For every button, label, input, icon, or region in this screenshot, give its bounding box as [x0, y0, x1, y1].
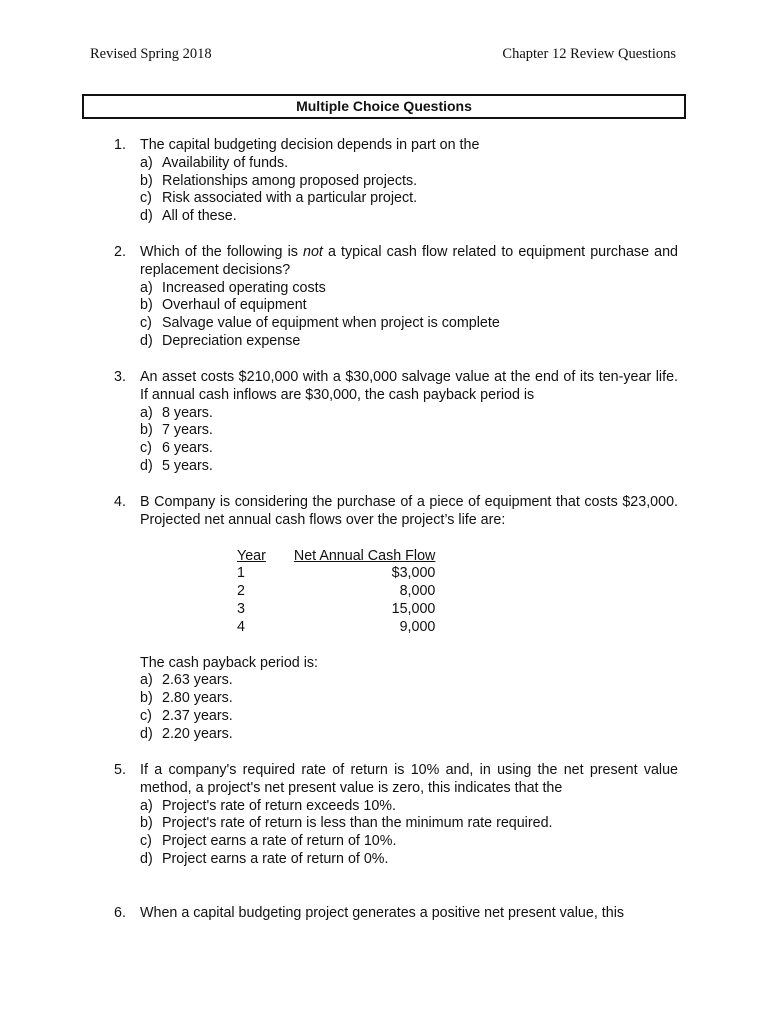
option-letter: d): [140, 850, 153, 867]
option-a[interactable]: [140, 798, 678, 816]
option-letter: b): [140, 815, 153, 832]
question-2: [114, 244, 678, 351]
option-text: Increased operating costs: [162, 279, 326, 296]
option-letter: b): [140, 297, 153, 314]
table-row: [237, 619, 435, 637]
option-letter: b): [140, 172, 153, 189]
option-letter: d): [140, 332, 153, 349]
question-stem: When a capital budgeting project generates a positive net present value, this: [140, 905, 625, 921]
option-text: Depreciation expense: [162, 332, 301, 349]
option-text: 2.37 years.: [162, 707, 233, 724]
question-lead: The cash payback period is:: [140, 654, 319, 671]
option-a[interactable]: [140, 280, 678, 298]
option-a[interactable]: [140, 155, 678, 173]
table-header-row: [237, 548, 435, 566]
option-a[interactable]: [140, 405, 678, 423]
option-letter: a): [140, 154, 153, 171]
question-3: [114, 369, 678, 476]
option-text: Project's rate of return is less than the minimum rate required.: [162, 815, 553, 832]
question-number: 5.: [114, 762, 126, 778]
option-letter: c): [140, 190, 152, 207]
option-text: 8 years.: [162, 404, 213, 421]
cash-flow-table: [237, 548, 435, 637]
option-d[interactable]: [140, 726, 678, 744]
option-letter: d): [140, 208, 153, 225]
question-number: 6.: [114, 905, 126, 921]
question-number: 4.: [114, 494, 126, 510]
question-stem: [140, 244, 678, 280]
option-text: 2.63 years.: [162, 672, 233, 689]
option-text: 5 years.: [162, 457, 213, 474]
option-c[interactable]: [140, 440, 678, 458]
question-stem: B Company is considering the purchase of a piece of equipment that costs $23,000. Projected net annual cash flows over the project’s life are:: [140, 494, 678, 528]
option-text: Availability of funds.: [162, 154, 289, 171]
option-letter: a): [140, 404, 153, 421]
section-title: Multiple Choice Questions: [82, 94, 686, 119]
stem-text: Which of the following is: [140, 244, 303, 260]
year-cell: 1: [237, 565, 245, 582]
table-row: [237, 583, 435, 601]
option-text: Overhaul of equipment: [162, 297, 307, 314]
column-header-year: Year: [237, 547, 266, 564]
question-stem: An asset costs $210,000 with a $30,000 salvage value at the end of its ten-year life. If annual cash inflows are $30,000, the cash payback period is: [140, 369, 678, 403]
cash-flow-cell: $3,000: [391, 565, 436, 582]
cash-flow-cell: 8,000: [399, 583, 436, 600]
option-d[interactable]: [140, 208, 678, 226]
option-text: Relationships among proposed projects.: [162, 172, 418, 189]
option-text: 2.20 years.: [162, 725, 233, 742]
option-text: Salvage value of equipment when project is complete: [162, 315, 500, 332]
cash-flow-cell: 9,000: [399, 618, 436, 635]
question-6: [114, 905, 678, 923]
option-text: Risk associated with a particular project.: [162, 190, 418, 207]
cash-flow-cell: 15,000: [391, 600, 436, 617]
header-left: Revised Spring 2018: [90, 46, 212, 62]
option-letter: d): [140, 457, 153, 474]
option-b[interactable]: [140, 815, 678, 833]
option-letter: a): [140, 672, 153, 689]
option-letter: a): [140, 797, 153, 814]
option-d[interactable]: [140, 851, 678, 869]
question-5: [114, 762, 678, 869]
option-text: 6 years.: [162, 440, 213, 457]
year-cell: 4: [237, 618, 245, 635]
option-c[interactable]: [140, 315, 678, 333]
option-letter: b): [140, 690, 153, 707]
year-cell: 3: [237, 600, 245, 617]
option-letter: a): [140, 279, 153, 296]
option-b[interactable]: [140, 297, 678, 315]
table-row: [237, 601, 435, 619]
option-letter: c): [140, 833, 152, 850]
question-stem: If a company's required rate of return is 10% and, in using the net present value method, a project's net present value is zero, this indicates that the: [140, 762, 678, 796]
question-number: 1.: [114, 137, 126, 153]
header-right: Chapter 12 Review Questions: [502, 46, 676, 62]
option-text: All of these.: [162, 208, 237, 225]
table-row: [237, 565, 435, 583]
option-letter: c): [140, 315, 152, 332]
question-1: [114, 137, 678, 226]
stem-text: a typical cash flow related to equipment purchase and replacement decisions?: [140, 244, 678, 278]
option-letter: b): [140, 422, 153, 439]
option-d[interactable]: [140, 458, 678, 476]
option-b[interactable]: [140, 173, 678, 191]
option-b[interactable]: [140, 690, 678, 708]
option-letter: c): [140, 707, 152, 724]
question-4: [114, 494, 678, 744]
column-header-cash-flow: Net Annual Cash Flow: [293, 547, 436, 564]
option-text: Project's rate of return exceeds 10%.: [162, 797, 396, 814]
question-number: 3.: [114, 369, 126, 385]
option-text: Project earns a rate of return of 0%.: [162, 850, 389, 867]
question-stem: The capital budgeting decision depends in part on the: [140, 137, 480, 153]
option-c[interactable]: [140, 190, 678, 208]
option-letter: c): [140, 440, 152, 457]
option-letter: d): [140, 725, 153, 742]
question-number: 2.: [114, 244, 126, 260]
option-c[interactable]: [140, 708, 678, 726]
stem-emphasis: not: [303, 244, 323, 260]
option-text: Project earns a rate of return of 10%.: [162, 833, 397, 850]
option-a[interactable]: [140, 672, 678, 690]
option-c[interactable]: [140, 833, 678, 851]
option-d[interactable]: [140, 333, 678, 351]
option-text: 2.80 years.: [162, 690, 233, 707]
year-cell: 2: [237, 583, 245, 600]
option-b[interactable]: [140, 422, 678, 440]
option-text: 7 years.: [162, 422, 213, 439]
